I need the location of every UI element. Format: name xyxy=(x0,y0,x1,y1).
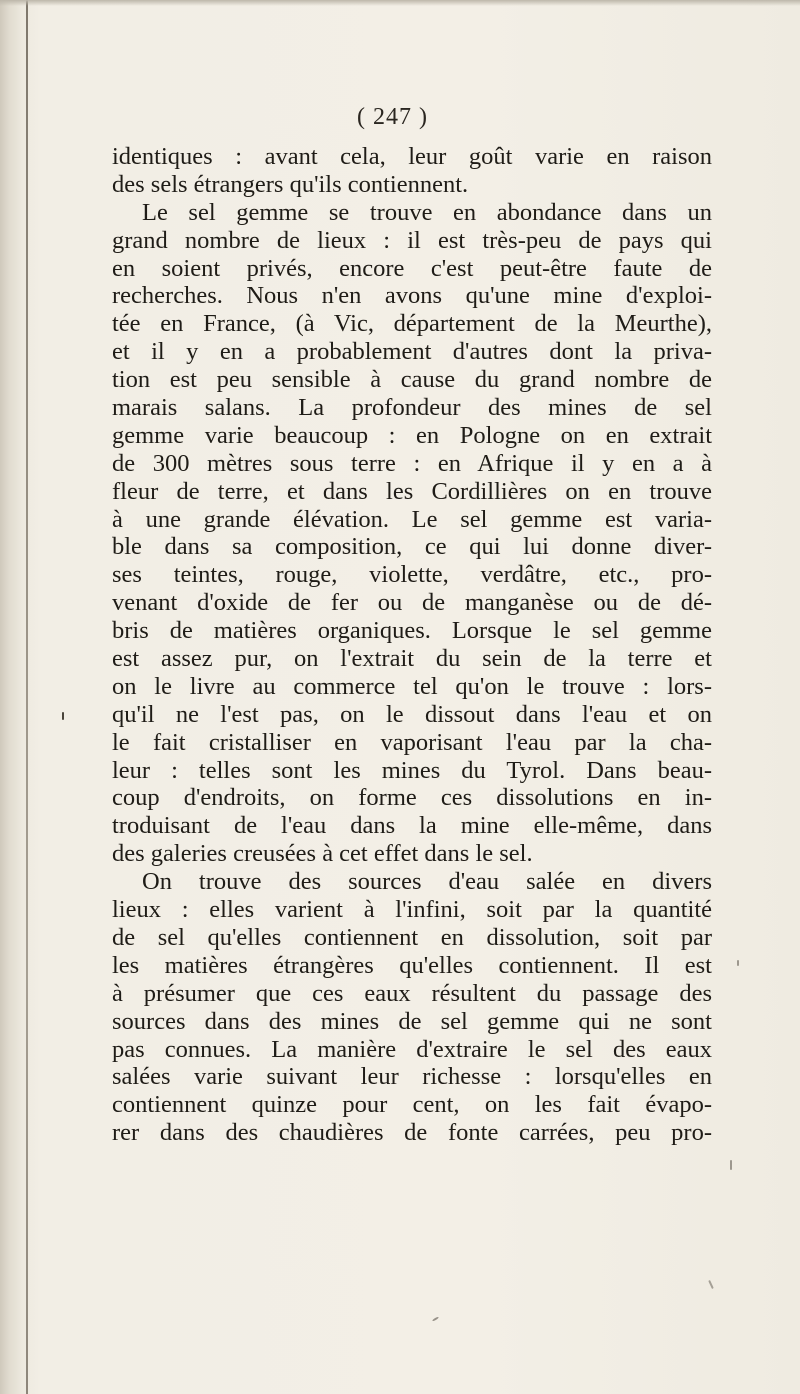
text-line: fleur de terre, et dans les Cordillières on en trouve xyxy=(112,477,712,505)
text-line: tée en France, (à Vic, département de la Meurthe), xyxy=(112,310,712,338)
text-line: le fait cristalliser en vaporisant l'eau par la cha- xyxy=(112,728,712,756)
page-gutter xyxy=(0,0,22,1394)
text-line: marais salans. La profondeur des mines de sel xyxy=(112,394,712,422)
paper-speck xyxy=(737,960,739,966)
text-line: est assez pur, on l'extrait du sein de la terre et xyxy=(112,645,712,673)
text-line: coup d'endroits, on forme ces dissolutions en in- xyxy=(112,784,712,812)
body-text xyxy=(112,143,712,1147)
text-line: salées varie suivant leur richesse : lorsqu'elles en xyxy=(112,1063,712,1091)
text-line: identiques : avant cela, leur goût varie en raison xyxy=(112,143,712,170)
text-line: et il y en a probablement d'autres dont la priva- xyxy=(112,338,712,366)
binding-edge xyxy=(26,0,28,1394)
text-line: de 300 mètres sous terre : en Afrique il y en a à xyxy=(112,449,712,477)
page-top-edge xyxy=(0,0,800,6)
text-line: ble dans sa composition, ce qui lui donne diver- xyxy=(112,533,712,561)
text-line: qu'il ne l'est pas, on le dissout dans l'eau et on xyxy=(112,700,712,728)
text-line: Le sel gemme se trouve en abondance dans un xyxy=(142,198,712,226)
text-line: recherches. Nous n'en avons qu'une mine d'exploi- xyxy=(112,282,712,310)
text-line: troduisant de l'eau dans la mine elle-même, dans xyxy=(112,812,712,840)
text-line: rer dans des chaudières de fonte carrées, peu pro- xyxy=(112,1119,712,1147)
text-line: grand nombre de lieux : il est très-peu de pays qui xyxy=(112,226,712,254)
text-line: à une grande élévation. Le sel gemme est varia- xyxy=(112,505,712,533)
text-line: pas connues. La manière d'extraire le sel des eaux xyxy=(112,1035,712,1063)
paper-speck xyxy=(708,1280,714,1289)
text-line: de sel qu'elles contiennent en dissolution, soit par xyxy=(112,923,712,951)
text-line: des galeries creusées à cet effet dans le sel. xyxy=(112,840,533,868)
text-line: On trouve des sources d'eau salée en divers xyxy=(142,868,712,896)
paper-speck xyxy=(432,1316,439,1321)
text-line: en soient privés, encore c'est peut-être faute de xyxy=(112,254,712,282)
paper-speck xyxy=(62,712,64,720)
text-line: les matières étrangères qu'elles contiennent. Il est xyxy=(112,951,712,979)
text-line: tion est peu sensible à cause du grand nombre de xyxy=(112,366,712,394)
text-line: bris de matières organiques. Lorsque le sel gemme xyxy=(112,617,712,645)
text-line: venant d'oxide de fer ou de manganèse ou de dé- xyxy=(112,589,712,617)
text-line: ses teintes, rouge, violette, verdâtre, etc., pro- xyxy=(112,561,712,589)
text-line: contiennent quinze pour cent, on les fait évapo- xyxy=(112,1091,712,1119)
paper-speck xyxy=(730,1160,732,1170)
text-line: on le livre au commerce tel qu'on le trouve : lors- xyxy=(112,672,712,700)
page-number: ( 247 ) xyxy=(357,104,428,130)
text-line: gemme varie beaucoup : en Pologne on en extrait xyxy=(112,421,712,449)
text-line: leur : telles sont les mines du Tyrol. Dans beau- xyxy=(112,756,712,784)
text-line: à présumer que ces eaux résultent du passage des xyxy=(112,979,712,1007)
text-line: sources dans des mines de sel gemme qui ne sont xyxy=(112,1007,712,1035)
text-line: lieux : elles varient à l'infini, soit par la quantité xyxy=(112,896,712,924)
text-line: des sels étrangers qu'ils contiennent. xyxy=(112,170,469,198)
